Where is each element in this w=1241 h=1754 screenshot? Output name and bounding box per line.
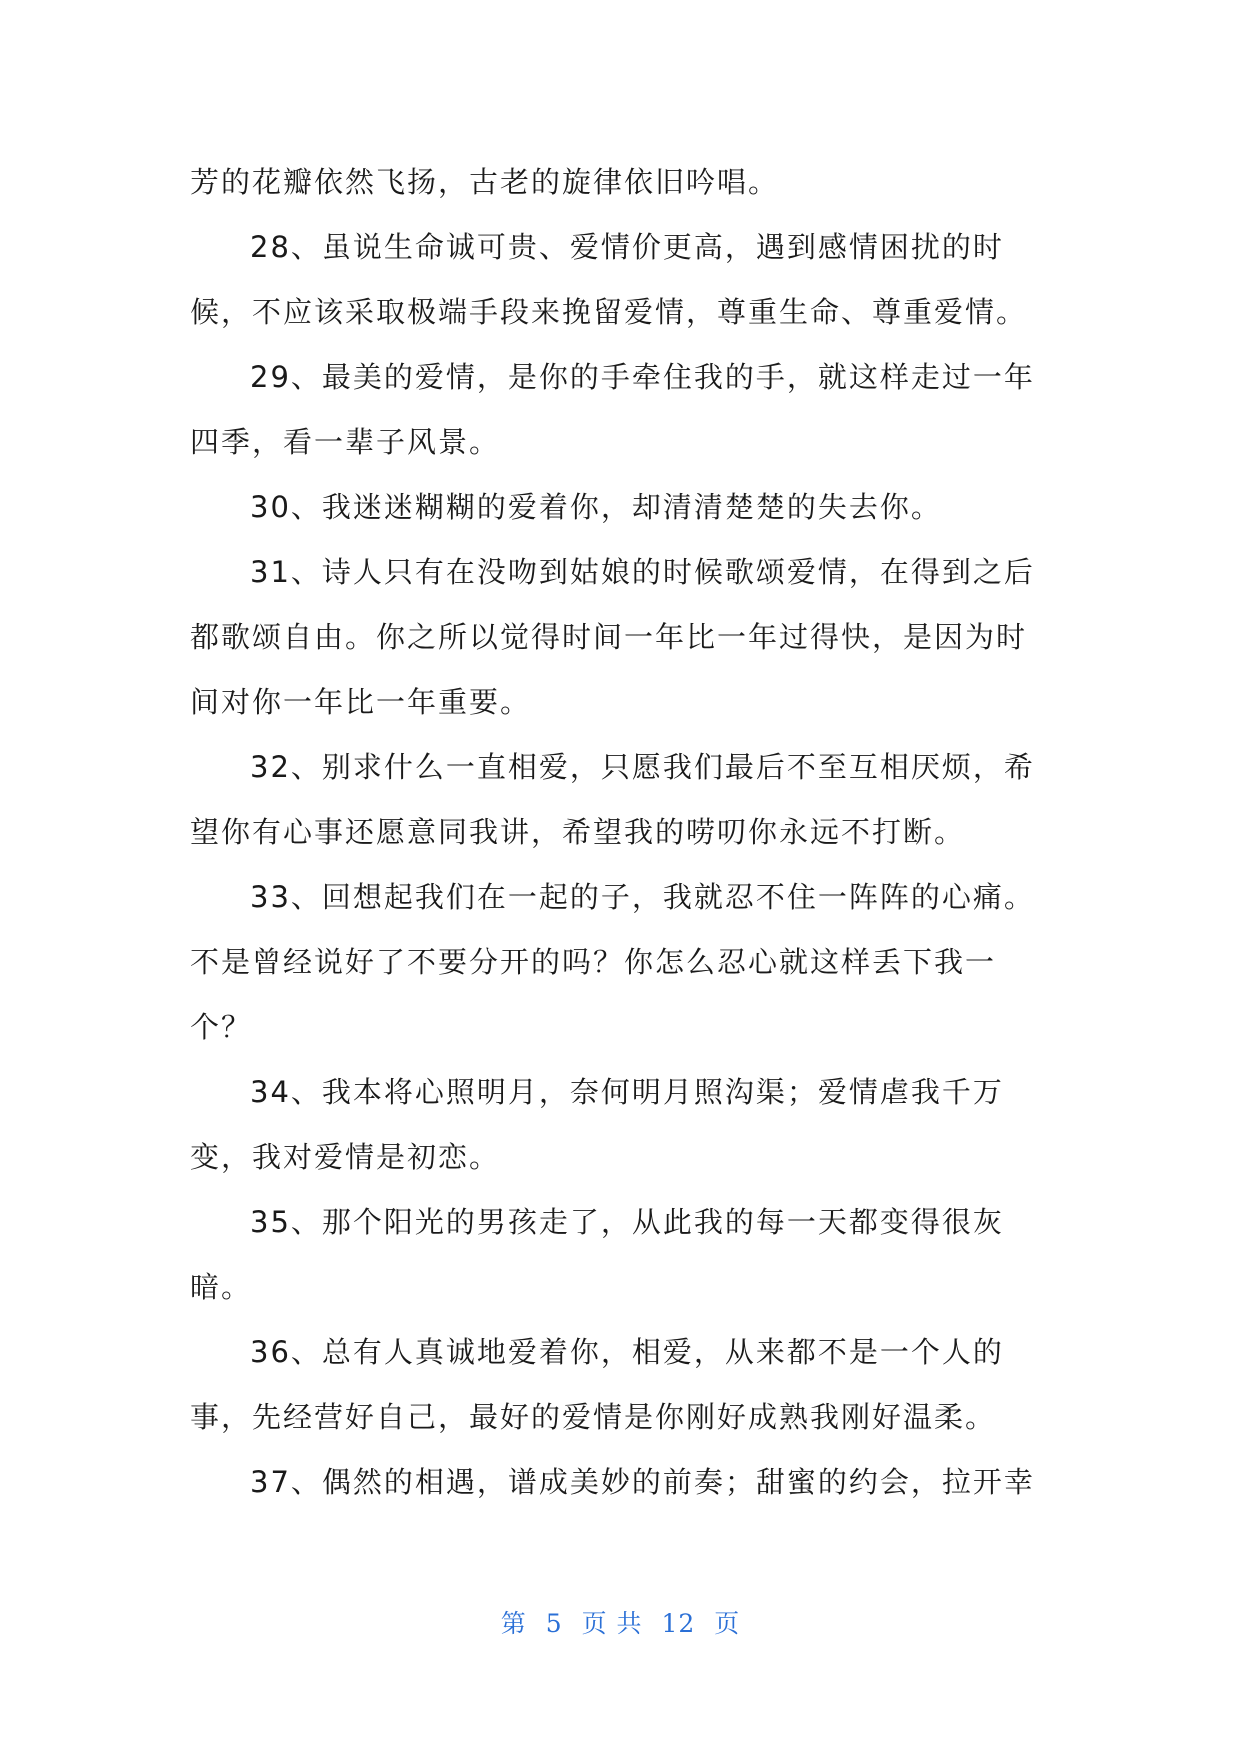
text-line-7: 31、诗人只有在没吻到姑娘的时候歌颂爱情，在得到之后 <box>250 555 1035 589</box>
document-body <box>190 150 1040 1515</box>
text-line-10: 32、别求什么一直相爱，只愿我们最后不至互相厌烦，希 <box>250 750 1035 784</box>
text-line-14: 个？ <box>190 1010 253 1044</box>
text-line-15: 34、我本将心照明月，奈何明月照沟渠；爱情虐我千万 <box>250 1075 1004 1109</box>
current-page-number: 5 <box>545 1609 563 1638</box>
total-pages-number: 12 <box>661 1609 696 1638</box>
text-line-2: 28、虽说生命诚可贵、爱情价更高，遇到感情困扰的时 <box>250 230 1004 264</box>
text-line-20: 事，先经营好自己，最好的爱情是你刚好成熟我刚好温柔。 <box>190 1400 997 1434</box>
text-line-19: 36、总有人真诚地爱着你，相爱，从来都不是一个人的 <box>250 1335 1004 1369</box>
text-line-4: 29、最美的爱情，是你的手牵住我的手，就这样走过一年 <box>250 360 1035 394</box>
text-line-11: 望你有心事还愿意同我讲，希望我的唠叨你永远不打断。 <box>190 815 966 849</box>
text-line-13: 不是曾经说好了不要分开的吗？你怎么忍心就这样丢下我一 <box>190 945 997 979</box>
text-line-21: 37、偶然的相遇，谱成美妙的前奏；甜蜜的约会，拉开幸 <box>250 1465 1035 1499</box>
text-line-8: 都歌颂自由。你之所以觉得时间一年比一年过得快，是因为时 <box>190 620 1028 654</box>
text-line-1: 芳的花瓣依然飞扬，古老的旋律依旧吟唱。 <box>190 165 780 199</box>
text-line-12: 33、回想起我们在一起的子，我就忍不住一阵阵的心痛。 <box>250 880 1035 914</box>
footer-middle: 页 共 <box>581 1609 643 1638</box>
text-line-16: 变，我对爱情是初恋。 <box>190 1140 501 1174</box>
footer-prefix: 第 <box>500 1609 527 1638</box>
text-line-3: 候，不应该采取极端手段来挽留爱情，尊重生命、尊重爱情。 <box>190 295 1028 329</box>
text-line-17: 35、那个阳光的男孩走了，从此我的每一天都变得很灰 <box>250 1205 1004 1239</box>
page-footer <box>0 1604 1241 1640</box>
text-line-18: 暗。 <box>190 1270 253 1304</box>
footer-suffix: 页 <box>714 1609 741 1638</box>
text-line-5: 四季，看一辈子风景。 <box>190 425 501 459</box>
text-line-9: 间对你一年比一年重要。 <box>190 685 532 719</box>
text-line-6: 30、我迷迷糊糊的爱着你，却清清楚楚的失去你。 <box>250 490 942 524</box>
